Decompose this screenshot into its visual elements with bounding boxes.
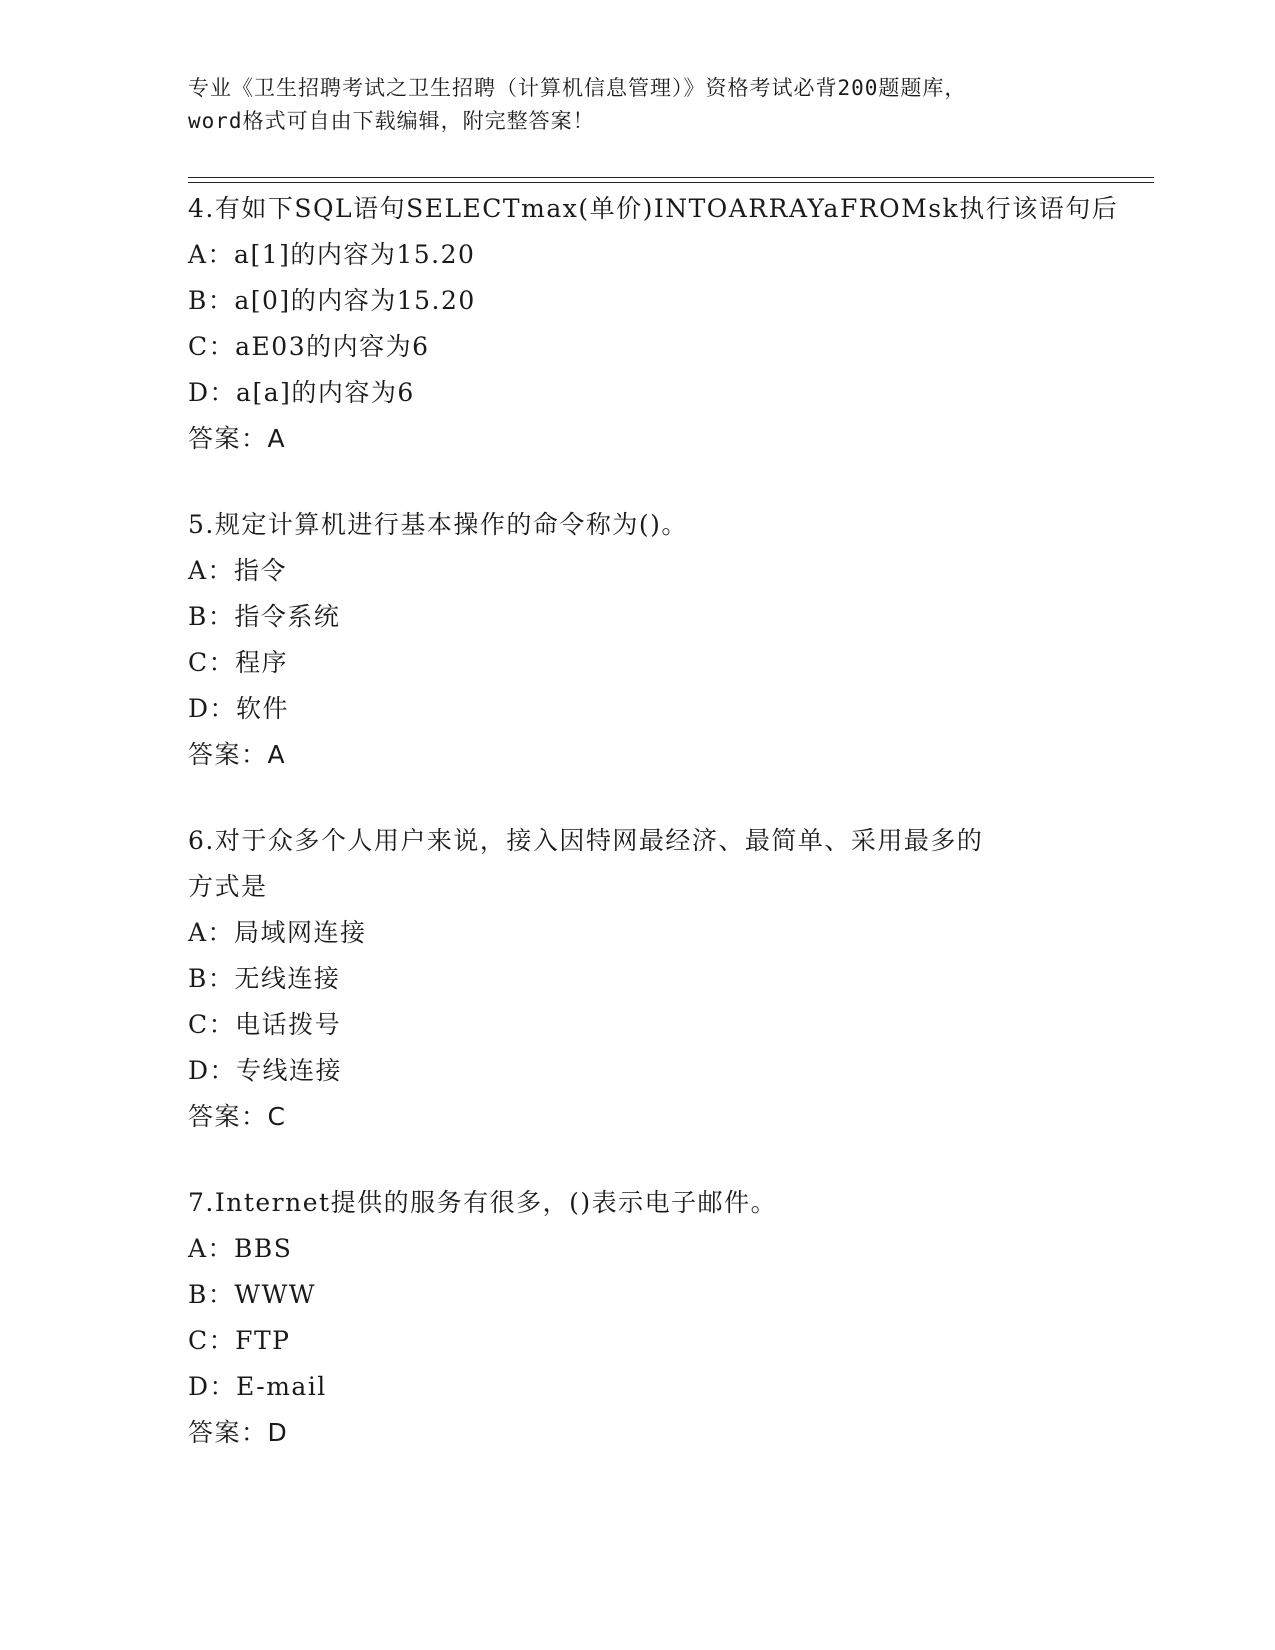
option-a: A：局域网连接 [188, 918, 367, 947]
question-6 [188, 818, 1088, 1140]
option-b: B：a[0]的内容为15.20 [188, 286, 476, 315]
header-line-1: 专业《卫生招聘考试之卫生招聘（计算机信息管理）》资格考试必背200题题库， [188, 76, 967, 100]
question-stem: 4.有如下SQL语句SELECTmax(单价)INTOARRAYaFROMsk执行该语句后 [188, 194, 1119, 223]
option-a: A：指令 [188, 556, 288, 585]
option-d: D：a[a]的内容为6 [188, 378, 415, 407]
header-divider-top [188, 177, 1154, 178]
question-stem: 7.Internet提供的服务有很多，()表示电子邮件。 [188, 1188, 778, 1217]
question-list [188, 186, 1119, 1496]
answer-line: 答案：D [188, 1418, 289, 1447]
question-4 [188, 186, 1119, 462]
header-line-2: word格式可自由下载编辑，附完整答案！ [188, 109, 595, 133]
header-divider-bottom [188, 182, 1154, 183]
option-c: C：电话拨号 [188, 1010, 342, 1039]
question-7 [188, 1180, 1088, 1456]
answer-line: 答案：C [188, 1102, 287, 1131]
option-a: A：BBS [188, 1234, 293, 1263]
option-b: B：WWW [188, 1280, 316, 1309]
question-stem: 5.规定计算机进行基本操作的命令称为()。 [188, 510, 688, 539]
option-c: C：aE03的内容为6 [188, 332, 430, 361]
option-d: D：软件 [188, 694, 290, 723]
option-c: C：程序 [188, 648, 289, 677]
option-a: A：a[1]的内容为15.20 [188, 240, 476, 269]
option-b: B：指令系统 [188, 602, 341, 631]
option-c: C：FTP [188, 1326, 291, 1355]
question-5 [188, 502, 1088, 778]
document-header [188, 72, 1088, 138]
answer-line: 答案：A [188, 740, 287, 769]
question-stem-line-1: 6.对于众多个人用户来说，接入因特网最经济、最简单、采用最多的 [188, 826, 984, 855]
question-stem-line-2: 方式是 [188, 872, 268, 901]
option-b: B：无线连接 [188, 964, 341, 993]
answer-line: 答案：A [188, 424, 287, 453]
option-d: D：专线连接 [188, 1056, 343, 1085]
option-d: D：E-mail [188, 1372, 327, 1401]
